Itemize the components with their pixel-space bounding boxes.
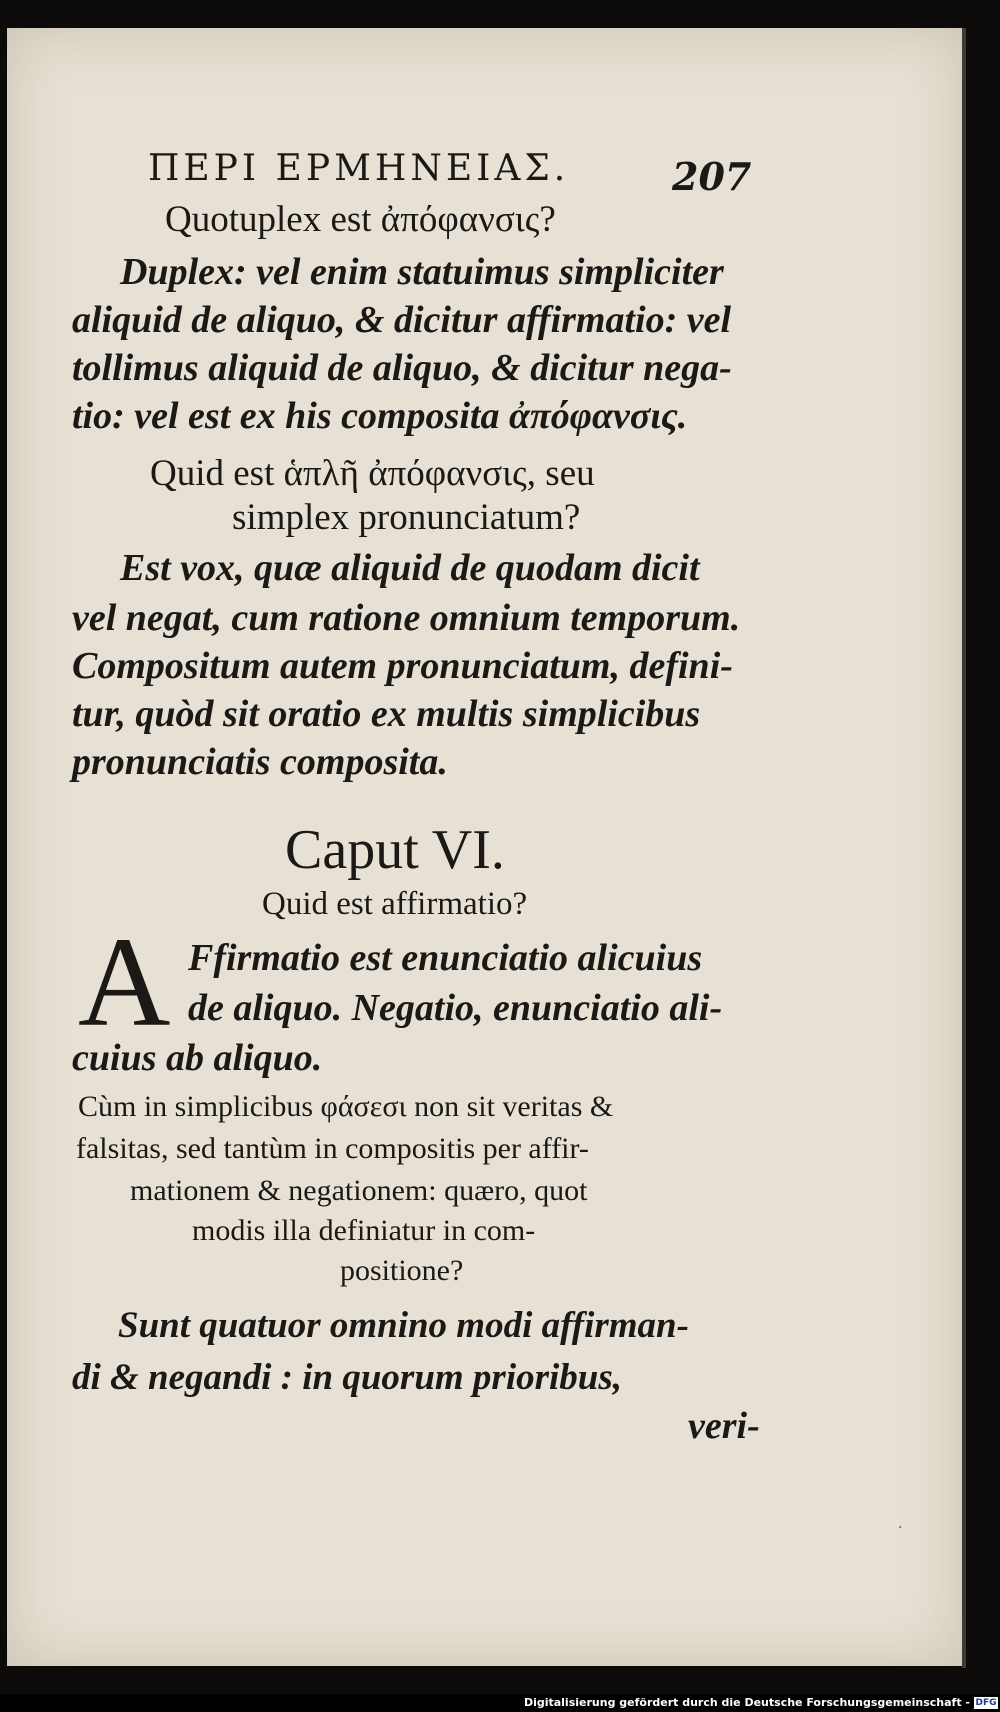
text-line: Compositum autem pronunciatum, defini-	[72, 645, 733, 687]
text-line: cuius ab aliquo.	[72, 1037, 323, 1079]
page-edge	[962, 28, 966, 1668]
text-line: pronunciatis composita.	[72, 741, 448, 783]
footer-credit: Digitalisierung gefördert durch die Deutsche Forschungsgemeinschaft -	[523, 1696, 970, 1709]
catchword: veri-	[688, 1405, 760, 1447]
text-line: falsitas, sed tantùm in compositis per affir-	[76, 1132, 589, 1165]
text-line: mationem & negationem: quæro, quot	[130, 1174, 588, 1207]
text-line: Est vox, quæ aliquid de quodam dicit	[120, 547, 700, 589]
text-line: Duplex: vel enim statuimus simpliciter	[120, 251, 724, 293]
text-line: positione?	[340, 1254, 464, 1287]
drop-cap: A	[78, 911, 171, 1053]
text-line: simplex pronunciatum?	[232, 497, 581, 538]
text-line: tollimus aliquid de aliquo, & dicitur nega-	[72, 347, 732, 389]
text-line: Quid est ἁπλῆ ἀπόφανσις, seu	[150, 453, 595, 494]
text-line: tio: vel est ex his composita ἀπόφανσις.	[72, 395, 688, 437]
text-line: aliquid de aliquo, & dicitur affirmatio: vel	[72, 299, 732, 341]
dfg-logo-icon: DFG	[975, 1698, 997, 1708]
chapter-question: Quid est affirmatio?	[262, 886, 528, 922]
text-line: di & negandi : in quorum prioribus,	[72, 1357, 623, 1398]
running-title: ΠΕΡΙ ΕΡΜΗΝΕΙΑΣ.	[148, 148, 570, 189]
chapter-title: Caput VI.	[285, 819, 505, 881]
text-line: Quotuplex est ἀπόφανσις?	[165, 199, 556, 240]
ink-mark: ·	[898, 1520, 903, 1536]
page-number: 207	[672, 154, 752, 199]
text-line: modis illa definiatur in com-	[192, 1214, 536, 1247]
text-line: Cùm in simplicibus φάσεσι non sit veritas &	[78, 1090, 614, 1123]
text-line: Sunt quatuor omnino modi affirman-	[118, 1305, 689, 1346]
text-line: vel negat, cum ratione omnium temporum.	[72, 597, 741, 639]
text-line: de aliquo. Negatio, enunciatio ali-	[188, 987, 723, 1029]
text-line: tur, quòd sit oratio ex multis simplicibus	[72, 693, 701, 735]
text-line: Ffirmatio est enunciatio alicuius	[188, 937, 703, 979]
